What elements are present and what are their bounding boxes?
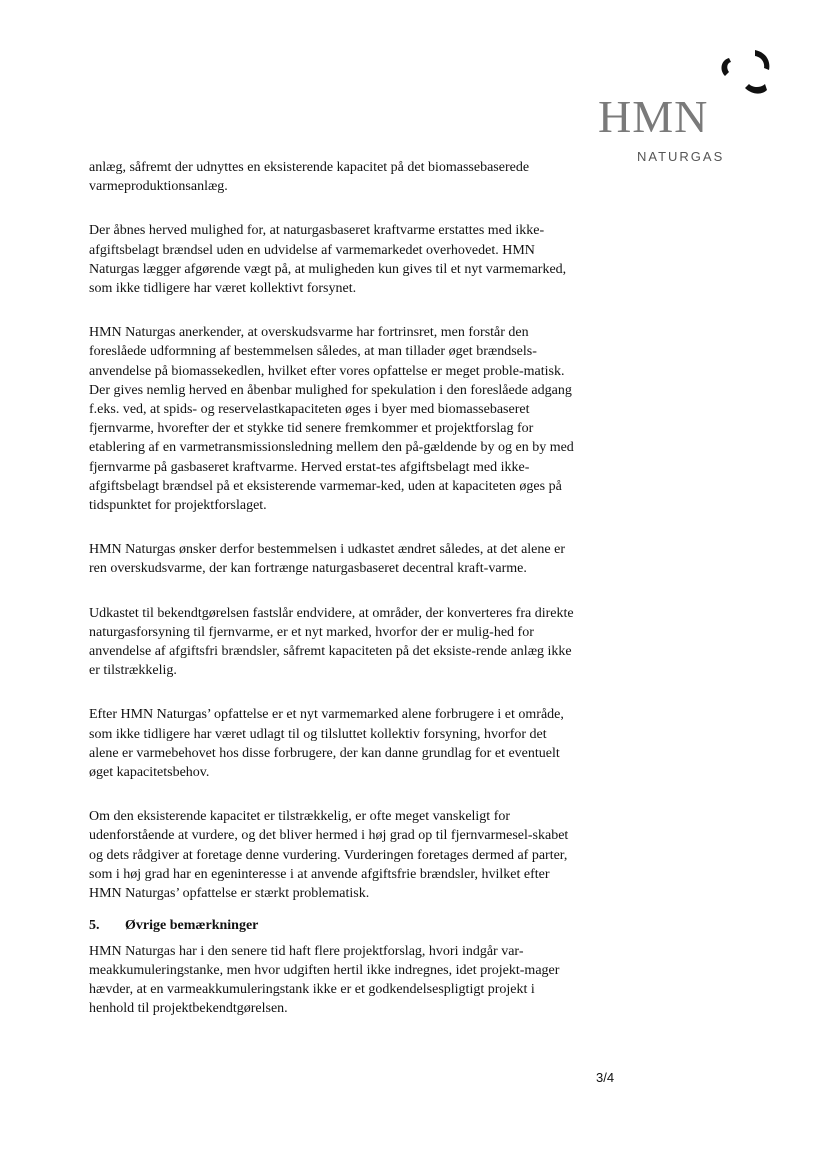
section-number: 5.: [89, 918, 100, 934]
paragraph: HMN Naturgas har i den senere tid haft flere projektforslag, hvori indgår var-meakkumuleringstanke, men hvor udgiften hertil ikke indregnes, idet projekt-mager hævder, at en varmeakkumuleringstank ikke er et godkendelsespligtigt projekt i henhold til projektbekendtgørelsen.: [89, 943, 560, 1017]
logo-mark-icon: [715, 48, 775, 104]
logo-subtitle: NATURGAS: [637, 149, 725, 164]
paragraph: Om den eksisterende kapacitet er tilstrækkelig, er ofte meget vanskeligt for udenforstående at vurdere, og det bliver hermed i høj grad op til fjernvarmesel-skabet og dets rådgiver at foretage denne vurdering. Vurderingen foretages dermed af parter, som i høj grad har en egeninteresse i at anvende afgiftsfrie brændsler, hvilket efter HMN Naturgas’ opfattelse er stærkt problematisk.: [89, 809, 569, 902]
hmn-naturgas-logo: [590, 48, 780, 173]
page-number: 3/4: [596, 1070, 615, 1085]
paragraph: Udkastet til bekendtgørelsen fastslår endvidere, at områder, der konverteres fra direkte naturgasforsyning til fjernvarme, er et nyt marked, hvorfor der er mulig-hed for anvendelse af afgiftsfri brændsler, såfremt kapaciteten på det eksiste-rende anlæg ikke er tilstrækkelig.: [89, 605, 574, 679]
paragraph: HMN Naturgas ønsker derfor bestemmelsen i udkastet ændret således, at det alene er ren overskudsvarme, der kan fortrænge naturgasbaseret decentral kraft-varme.: [89, 542, 565, 577]
paragraph: anlæg, såfremt der udnyttes en eksisterende kapacitet på det biomassebaserede varmeproduktionsanlæg.: [89, 160, 530, 195]
document-body: [89, 158, 574, 1043]
paragraph: HMN Naturgas anerkender, at overskudsvarme har fortrinsret, men forstår den foreslåede udformning af bestemmelsen således, at man tillader øget brændsels-anvendelse på biomassekedlen, hvilket efter vores opfattelse er meget proble-matisk. Der gives nemlig herved en åbenbar mulighed for spekulation i den foreslåede adgang f.eks. ved, at spids- og reservelastkapaciteten øges i byer med biomassebaseret fjernvarme, hvorefter der et stykke tid senere fremkommer et projektforslag for etablering af en varmetransmissionsledning mellem den på-gældende by og en by med fjernvarme på gasbaseret kraftvarme. Herved erstat-tes afgiftsbelagt med ikke-afgiftsbelagt brændsel på et eksisterende varmemar-ked, uden at kapaciteten øges på tidspunktet for projektforslaget.: [89, 325, 574, 514]
section-title: Øvrige bemærkninger: [125, 918, 259, 934]
section-heading: [89, 916, 574, 935]
logo-wordmark: HMN: [598, 91, 709, 142]
paragraph: Der åbnes herved mulighed for, at naturgasbaseret kraftvarme erstattes med ikke-afgiftsbelagt brændsel uden en udvidelse af varmemarkedet overhovedet. HMN Naturgas lægger afgørende vægt på, at muligheden kun gives til et nyt varmemarked, som ikke tidligere har været kollektivt forsynet.: [89, 223, 567, 297]
paragraph: Efter HMN Naturgas’ opfattelse er et nyt varmemarked alene forbrugere i et område, som ikke tidligere har været udlagt til og tilsluttet kollektiv forsyning, hvorfor det alene er varmebehovet hos disse forbrugere, der kan danne grundlag for et eventuelt øget kapacitetsbehov.: [89, 707, 564, 781]
